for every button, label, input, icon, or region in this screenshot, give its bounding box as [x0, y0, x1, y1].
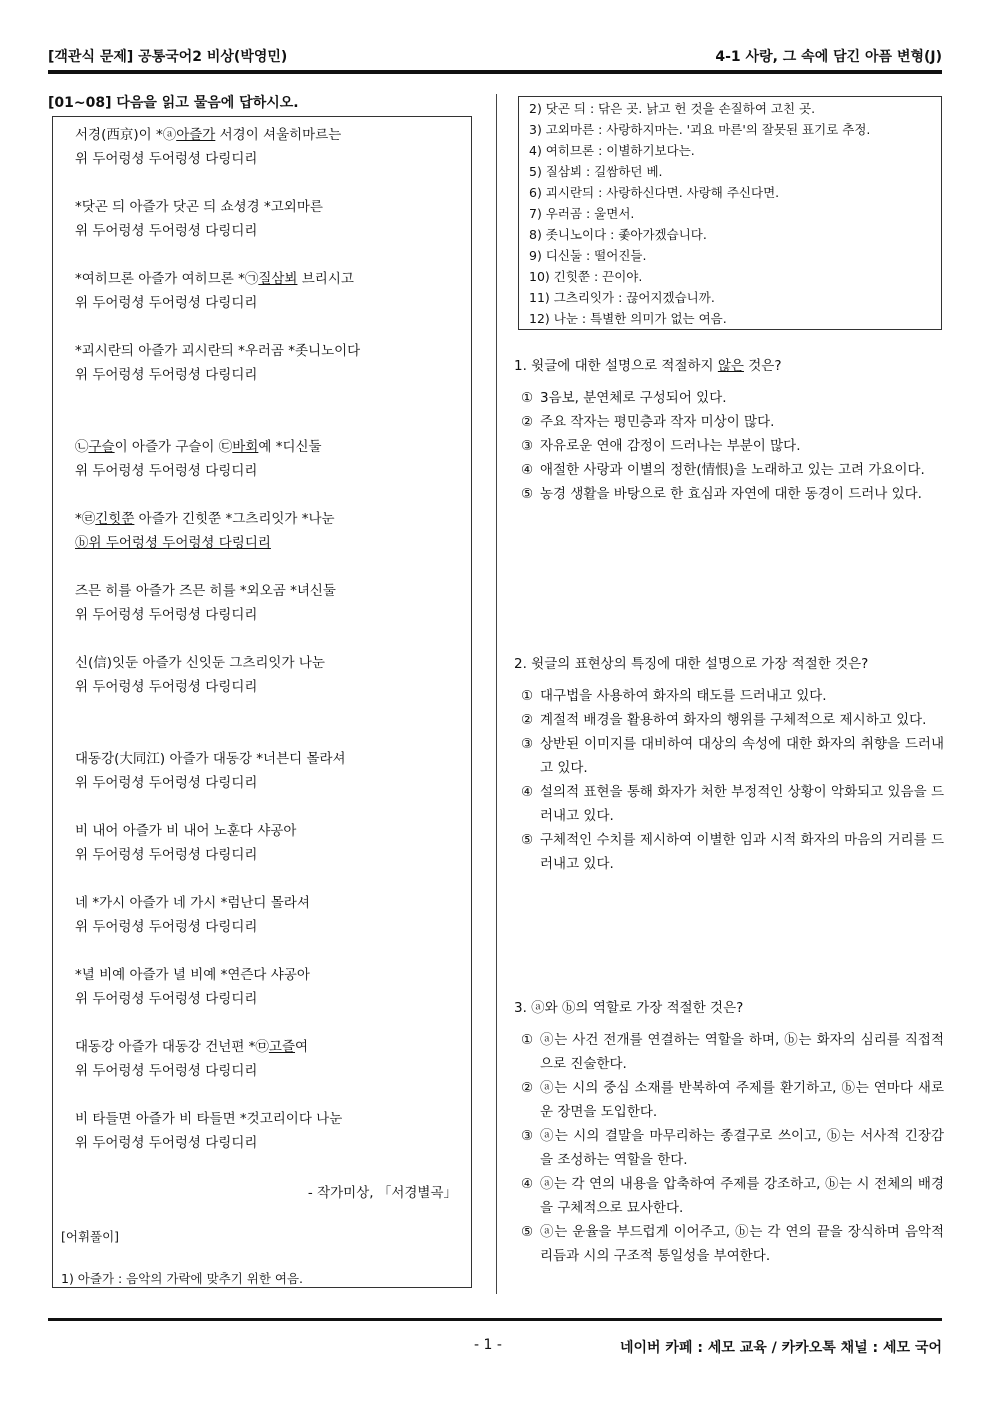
option-1[interactable]: ① ⓐ는 사건 전개를 연결하는 역할을 하며, ⓑ는 화자의 심리를 직접적으로 진술한다.	[520, 1032, 944, 1072]
poem-line: 신(信)잇둔 아즐가 신잇둔 그츠리잇가 나눈	[75, 655, 325, 671]
poem-refrain: 위 두어렁셩 두어렁셩 다링디리	[75, 1063, 258, 1079]
option-4[interactable]: ④ ⓐ는 각 연의 내용을 압축하여 주제를 강조하고, ⓑ는 시 전체의 배경을 구체적으로 묘사한다.	[520, 1176, 944, 1216]
poem-refrain: 위 두어렁셩 두어렁셩 다링디리	[75, 151, 258, 167]
question-3	[514, 996, 944, 1268]
option-5[interactable]: ⑤ 구체적인 수치를 제시하여 이별한 임과 시적 화자의 마음의 거리를 드러내고 있다.	[520, 832, 944, 872]
question-stem: 2. 윗글의 표현상의 특징에 대한 설명으로 가장 적절한 것은?	[514, 656, 869, 672]
glossary-item: 4) 여히므론 : 이별하기보다는.	[529, 143, 695, 158]
poem-line: 대동강 아즐가 대동강 건넌편 *㉤고즐여	[75, 1039, 309, 1055]
poem-line: *녈 비예 아즐가 녈 비예 *연즌다 샤공아	[75, 967, 310, 983]
poem-box	[52, 116, 472, 1288]
poem-line: *㉣긴힛쭌 아즐가 긴힛쭌 *그츠리잇가 *나눈	[75, 511, 335, 527]
glossary-item: 8) 좃니노이다 : 좇아가겠습니다.	[529, 227, 707, 242]
poem-refrain: 위 두어렁셩 두어렁셩 다링디리	[75, 991, 258, 1007]
glossary-item: 5) 질삼뵈 : 길쌈하던 베.	[529, 164, 663, 179]
glossary-item: 10) 긴힛쭌 : 끈이야.	[529, 269, 643, 284]
header-title: [객관식 문제] 공통국어2 비상(박영민)	[48, 49, 288, 65]
glossary-item: 2) 닷곤 듸 : 닦은 곳. 낡고 헌 것을 손질하여 고친 곳.	[529, 101, 816, 116]
poem-refrain: 위 두어렁셩 두어렁셩 다링디리	[75, 295, 258, 311]
option-5[interactable]: ⑤ 농경 생활을 바탕으로 한 효심과 자연에 대한 동경이 드러나 있다.	[520, 486, 922, 502]
question-1	[514, 354, 944, 506]
poem-line: 서경(西京)이 *ⓐ아즐가 서경이 셔울히마르는	[75, 127, 342, 143]
poem-line: *괴시란듸 아즐가 괴시란듸 *우러곰 *좃니노이다	[75, 343, 361, 359]
question-stem: 3. ⓐ와 ⓑ의 역할로 가장 적절한 것은?	[514, 1000, 744, 1016]
vocab-title: [어휘풀이]	[61, 1229, 120, 1244]
header-rule	[48, 70, 942, 74]
poem-refrain: 위 두어렁셩 두어렁셩 다링디리	[75, 919, 258, 935]
poem-refrain: 위 두어렁셩 두어렁셩 다링디리	[75, 463, 258, 479]
poem-refrain: 위 두어렁셩 두어렁셩 다링디리	[75, 679, 258, 695]
option-2[interactable]: ② ⓐ는 시의 중심 소재를 반복하여 주제를 환기하고, ⓑ는 연마다 새로운 장면을 도입한다.	[520, 1080, 944, 1120]
option-4[interactable]: ④ 애절한 사랑과 이별의 정한(情恨)을 노래하고 있는 고려 가요이다.	[520, 462, 925, 478]
glossary-box	[518, 96, 942, 330]
glossary-item: 9) 디신둘 : 떨어진들.	[529, 248, 647, 263]
instruction: [01~08] 다음을 읽고 물음에 답하시오.	[48, 95, 299, 111]
footer-rule	[48, 1318, 942, 1321]
poem-line: 비 타들면 아즐가 비 타들면 *것고리이다 나눈	[75, 1111, 343, 1127]
poem-line: 즈믄 히를 아즐가 즈믄 히를 *외오곰 *녀신둘	[75, 583, 336, 599]
option-3[interactable]: ③ 상반된 이미지를 대비하여 대상의 속성에 대한 화자의 취향을 드러내고 있다.	[520, 736, 944, 776]
option-3[interactable]: ③ ⓐ는 시의 결말을 마무리하는 종결구로 쓰이고, ⓑ는 서사적 긴장감을 조성하는 역할을 한다.	[520, 1128, 944, 1168]
poem-line: 네 *가시 아즐가 네 가시 *럼난디 몰라셔	[75, 895, 310, 911]
poem-line: 비 내어 아즐가 비 내어 노훈다 샤공아	[75, 823, 297, 839]
vocab-item: 1) 아즐가 : 음악의 가락에 맞추기 위한 여음.	[61, 1271, 304, 1286]
header-unit: 4-1 사랑, 그 속에 담긴 아픔 변형(J)	[715, 49, 942, 65]
glossary-item: 6) 괴시란듸 : 사랑하신다면. 사랑해 주신다면.	[529, 185, 780, 200]
poem-refrain: 위 두어렁셩 두어렁셩 다링디리	[75, 775, 258, 791]
poem-line: *여히므론 아즐가 여히므론 *㉠질삼뵈 브리시고	[75, 271, 354, 287]
poem-refrain: 위 두어렁셩 두어렁셩 다링디리	[75, 847, 258, 863]
option-5[interactable]: ⑤ ⓐ는 운율을 부드럽게 이어주고, ⓑ는 각 연의 끝을 장식하며 음악적 리듬과 시의 구조적 통일성을 부여한다.	[520, 1224, 944, 1264]
option-1[interactable]: ① 대구법을 사용하여 화자의 태도를 드러내고 있다.	[520, 688, 827, 704]
poem-author: - 작가미상, 「서경별곡」	[307, 1185, 457, 1201]
option-2[interactable]: ② 계절적 배경을 활용하여 화자의 행위를 구체적으로 제시하고 있다.	[520, 712, 927, 728]
poem-refrain: 위 두어렁셩 두어렁셩 다링디리	[75, 1135, 258, 1151]
poem-line: ㉡구슬이 아즐가 구슬이 ㉢바회예 *디신둘	[75, 439, 322, 455]
question-stem: 1. 윗글에 대한 설명으로 적절하지 않은 것은?	[514, 358, 782, 374]
footer-channel: 네이버 카페 : 세모 교육 / 카카오톡 채널 : 세모 국어	[619, 1340, 942, 1356]
option-3[interactable]: ③ 자유로운 연애 감정이 드러나는 부분이 많다.	[520, 438, 801, 454]
poem-refrain-b: ⓑ위 두어렁셩 두어렁셩 다링디리	[75, 535, 271, 551]
column-divider	[496, 94, 497, 1294]
option-4[interactable]: ④ 설의적 표현을 통해 화자가 처한 부정적인 상황이 악화되고 있음을 드러내고 있다.	[520, 784, 944, 824]
glossary-item: 12) 나눈 : 특별한 의미가 없는 여음.	[529, 311, 727, 326]
glossary-item: 7) 우러곰 : 울면서.	[529, 206, 635, 221]
option-1[interactable]: ① 3음보, 분연체로 구성되어 있다.	[520, 390, 727, 406]
poem-line: *닷곤 듸 아즐가 닷곤 듸 쇼셩경 *고외마른	[75, 199, 323, 215]
poem-refrain: 위 두어렁셩 두어렁셩 다링디리	[75, 223, 258, 239]
poem-refrain: 위 두어렁셩 두어렁셩 다링디리	[75, 607, 258, 623]
glossary-item: 3) 고외마른 : 사랑하지마는. '괴요 마른'의 잘못된 표기로 추정.	[529, 122, 871, 137]
page-number: - 1 -	[474, 1337, 502, 1353]
poem-refrain: 위 두어렁셩 두어렁셩 다링디리	[75, 367, 258, 383]
glossary-item: 11) 그츠리잇가 : 끊어지겠습니까.	[529, 290, 715, 305]
poem-line: 대동강(大同江) 아즐가 대동강 *너븐디 몰라셔	[75, 751, 346, 767]
option-2[interactable]: ② 주요 작자는 평민층과 작자 미상이 많다.	[520, 414, 775, 430]
question-2	[514, 652, 944, 876]
